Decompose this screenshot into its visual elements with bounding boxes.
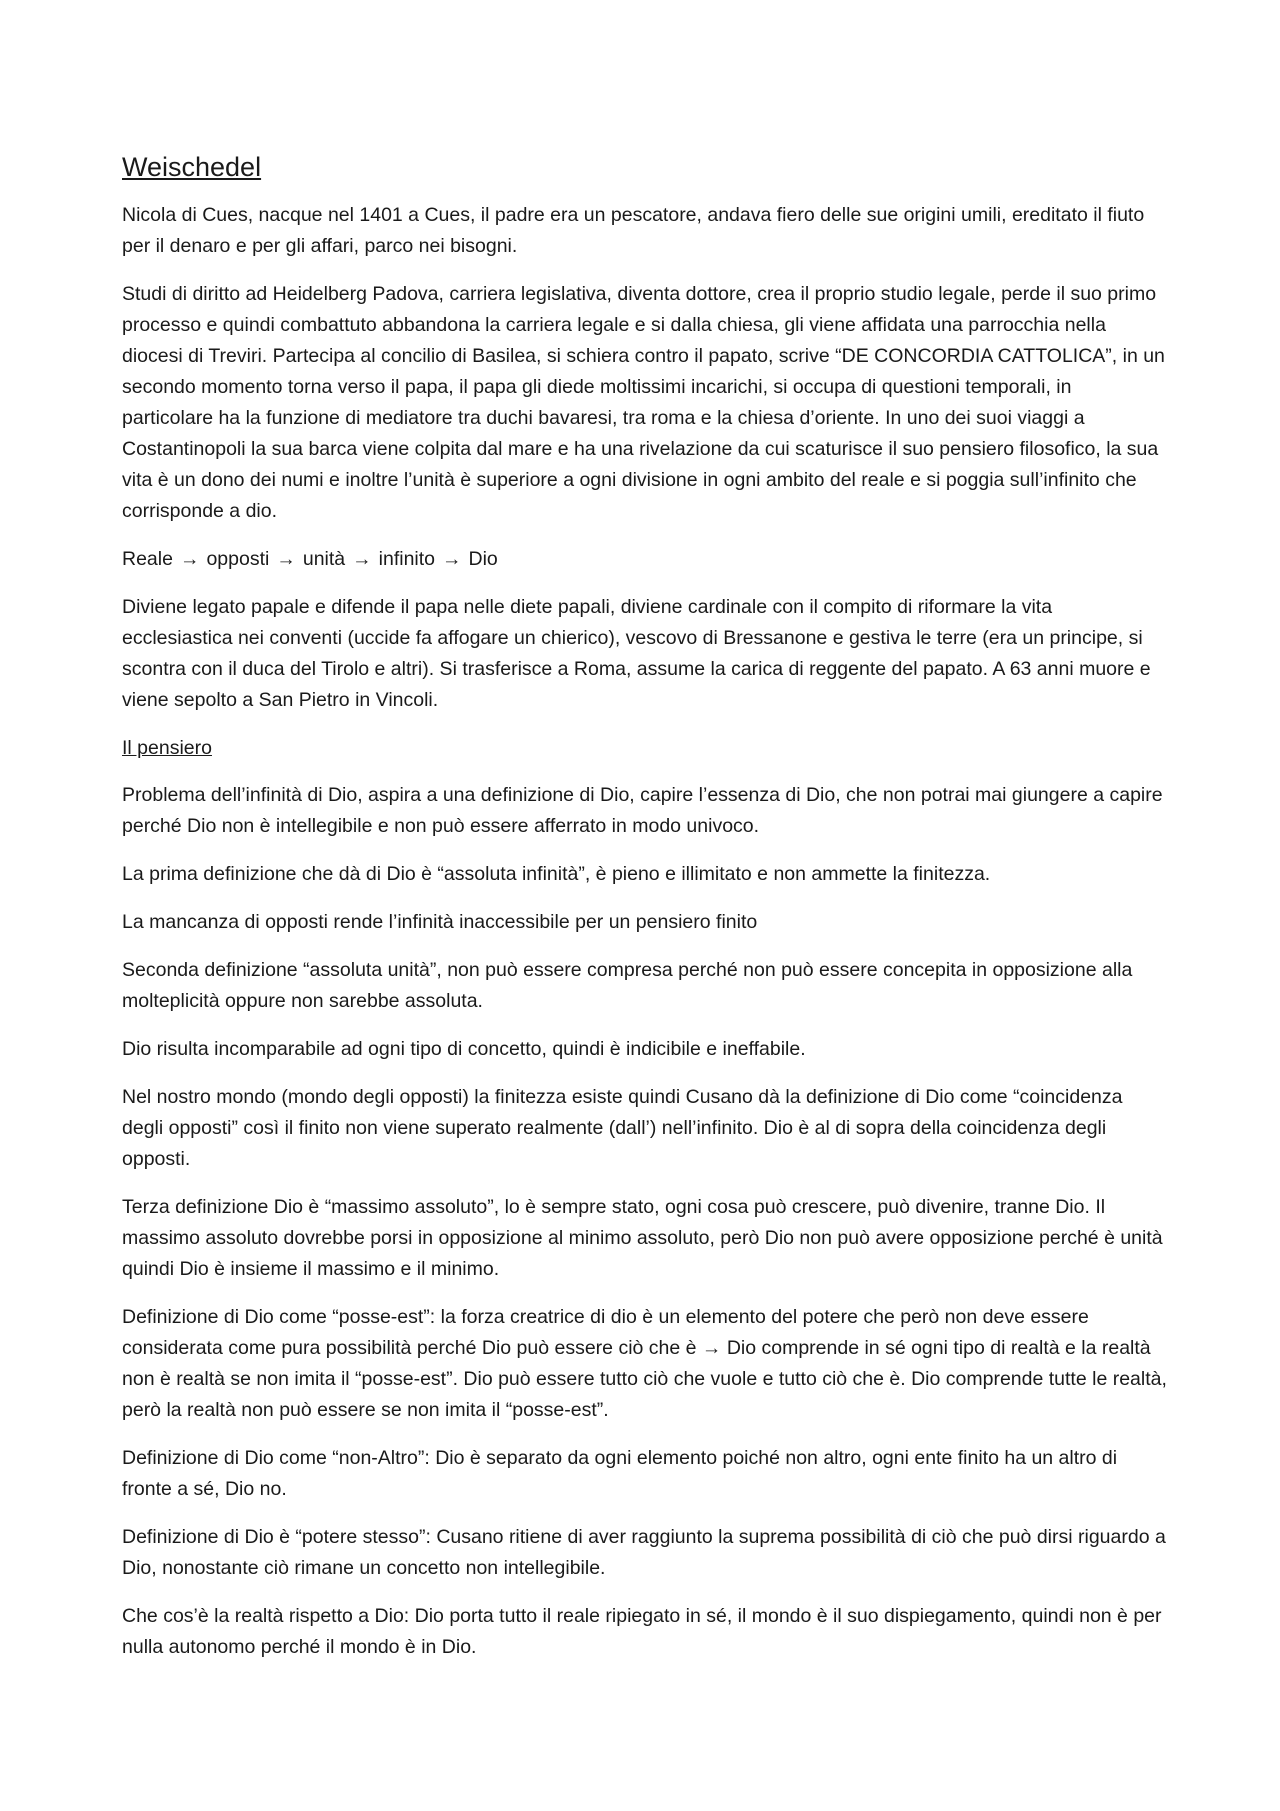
paragraph-thought: Nel nostro mondo (mondo degli opposti) la finitezza esiste quindi Cusano dà la definizione di Dio come “coincidenza degli opposti” così il finito non viene superato realmente (dall’) nell’infinito. Dio è al di sopra della coincidenza degli opposti. (122, 1086, 1123, 1170)
document-title: Weischedel (122, 152, 262, 182)
flow-step: unità (302, 548, 346, 570)
flow-step: opposti (206, 548, 270, 570)
document-page (122, 150, 1167, 1680)
paragraph-thought: La prima definizione che dà di Dio è “assoluta infinità”, è pieno e illimitato e non ammette la finitezza. (122, 863, 991, 885)
flow-step: infinito (378, 548, 436, 570)
arrow-right-icon: → (352, 548, 372, 570)
arrow-right-icon: → (276, 548, 296, 570)
paragraph-thought: Seconda definizione “assoluta unità”, non può essere compresa perché non può essere concepita in opposizione alla molteplicità oppure non sarebbe assoluta. (122, 959, 1133, 1012)
paragraph-thought: Dio risulta incomparabile ad ogni tipo di concetto, quindi è indicibile e ineffabile. (122, 1038, 806, 1060)
arrow-right-icon: → (179, 548, 200, 570)
arrow-right-icon: → (442, 548, 462, 570)
paragraph-thought: Definizione di Dio come “non-Altro”: Dio è separato da ogni elemento poiché non altro, ogni ente finito ha un altro di fronte a sé, Dio no. (122, 1447, 1118, 1500)
paragraph-later-life: Diviene legato papale e difende il papa nelle diete papali, diviene cardinale con il compito di riformare la vita ecclesiastica nei conventi (uccide fa affogare un chierico), vescovo di Bressanone e gestiva le terre (era un principe, si scontra con il duca del Tirolo e altri). Si trasferisce a Roma, assume la carica di reggente del papato. A 63 anni muore e viene sepolto a San Pietro in Vincoli. (122, 596, 1151, 711)
paragraph-bio-2: Studi di diritto ad Heidelberg Padova, carriera legislativa, diventa dottore, crea il proprio studio legale, perde il suo primo processo e quindi combattuto abbandona la carriera legale e si dalla chiesa, gli viene affidata una parrocchia nella diocesi di Treviri. Partecipa al concilio di Basilea, si schiera contro il papato, scrive “DE CONCORDIA CATTOLICA”, in un secondo momento torna verso il papa, il papa gli diede moltissimi incarichi, si occupa di questioni temporali, in particolare ha la funzione di mediatore tra duchi bavaresi, tra roma e la chiesa d’oriente. In uno dei suoi viaggi a Costantinopoli la sua barca viene colpita dal mare e ha una rivelazione da cui scaturisce il suo pensiero filosofico, la sua vita è un dono dei numi e inoltre l’unità è superiore a ogni divisione in ogni ambito del reale e si poggia sull’infinito che corrisponde a dio. (122, 283, 1165, 522)
flow-step: Dio (468, 548, 498, 570)
flow-step: Reale (122, 548, 173, 570)
concept-flow (122, 544, 1167, 575)
paragraph-thought: La mancanza di opposti rende l’infinità inaccessibile per un pensiero finito (122, 911, 758, 933)
section-heading-pensiero: Il pensiero (122, 737, 212, 759)
paragraph-thought: Problema dell’infinità di Dio, aspira a una definizione di Dio, capire l’essenza di Dio, che non potrai mai giungere a capire perché Dio non è intellegibile e non può essere afferrato in modo univoco. (122, 784, 1163, 837)
paragraph-thought: Definizione di Dio è “potere stesso”: Cusano ritiene di aver raggiunto la suprema possibilità di ciò che può dirsi riguardo a Dio, nonostante ciò rimane un concetto non intellegibile. (122, 1526, 1166, 1579)
paragraph-thought: Definizione di Dio come “posse-est”: la forza creatrice di dio è un elemento del potere che però non deve essere considerata come pura possibilità perché Dio può essere ciò che è → Dio comprende in sé ogni tipo di realtà e la realtà non è realtà se non imita il “posse-est”. Dio può essere tutto ciò che vuole e tutto ciò che è. Dio comprende tutte le realtà, però la realtà non può essere se non imita il “posse-est”. (122, 1306, 1167, 1421)
paragraph-bio-1: Nicola di Cues, nacque nel 1401 a Cues, il padre era un pescatore, andava fiero delle sue origini umili, ereditato il fiuto per il denaro e per gli affari, parco nei bisogni. (122, 204, 1145, 257)
paragraph-thought: Che cos’è la realtà rispetto a Dio: Dio porta tutto il reale ripiegato in sé, il mondo è il suo dispiegamento, quindi non è per nulla autonomo perché il mondo è in Dio. (122, 1605, 1162, 1658)
paragraph-thought: Terza definizione Dio è “massimo assoluto”, lo è sempre stato, ogni cosa può crescere, può divenire, tranne Dio. Il massimo assoluto dovrebbe porsi in opposizione al minimo assoluto, però Dio non può avere opposizione perché è unità quindi Dio è insieme il massimo e il minimo. (122, 1196, 1163, 1280)
